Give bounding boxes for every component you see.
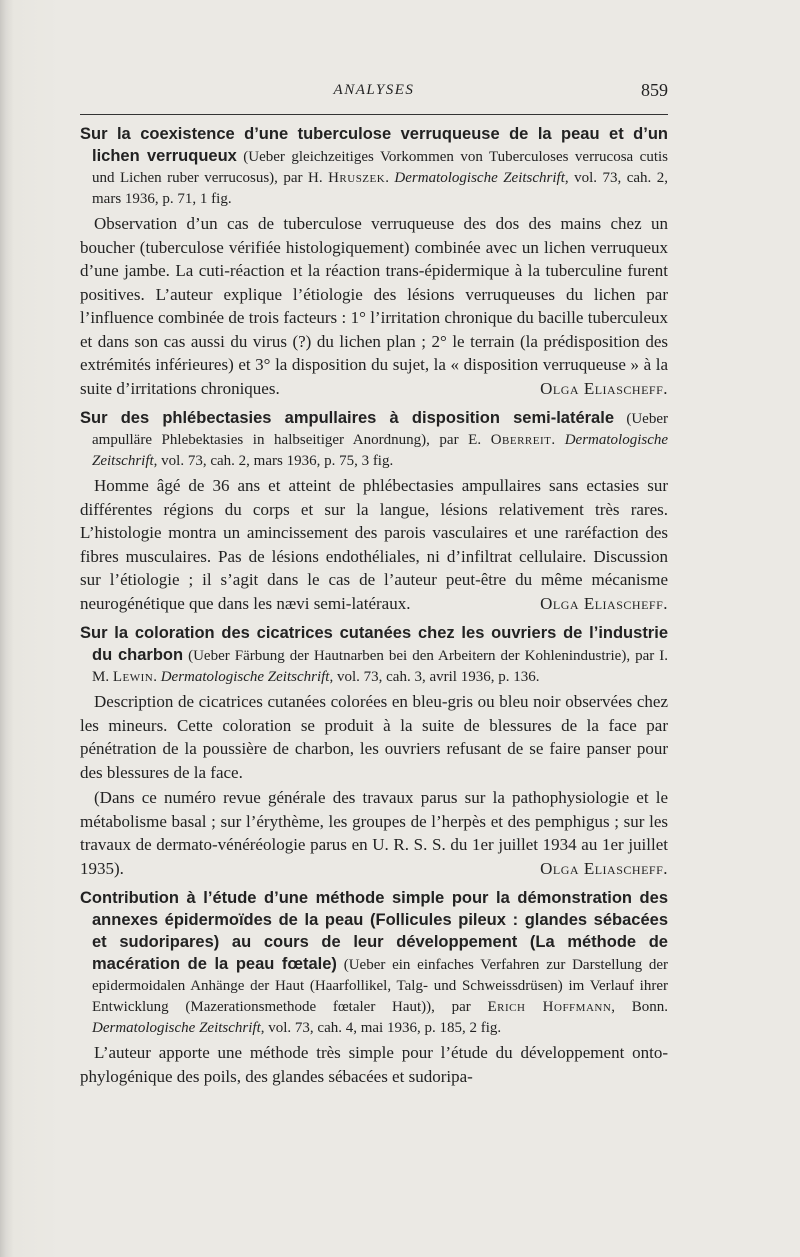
abstract-entry	[80, 888, 668, 1088]
paragraph-text: Homme âgé de 36 ans et atteint de phlébectasies ampullaires sans ectasies sur différentes régions du corps et sur la langue, lésions relativement très rares. L’histologie montra un amincissement des parois vasculaires et une raréfaction des fibres musculaires. Pas de lésions endothéliales, ni d’infiltrat cellulaire. Discussion sur l’étiologie ; il s’agit dans le cas de l’auteur peut-être du même mécanisme neurogénétique que dans les nævi semi-latéraux.	[80, 476, 668, 613]
signature: Olga Eliascheff.	[540, 378, 668, 398]
reference-text: (Ueber gleichzeitiges Vorkommen von Tuberculoses verrucosa cutis und Lichen ruber verrucosus), par H.	[92, 149, 668, 186]
page-number: 859	[641, 80, 668, 100]
abstract-paragraph	[80, 690, 668, 784]
journal-name: Dermatologische Zeitschrift	[160, 669, 330, 685]
header-rule	[80, 114, 668, 115]
abstract-paragraph	[80, 212, 668, 400]
journal-name: Dermatologische Zeitschrift	[92, 1020, 261, 1036]
abstract-entry	[80, 124, 668, 400]
reference-text: .	[551, 432, 556, 448]
running-head: ANALYSES	[333, 82, 415, 98]
entry-title: Sur la coexistence d’une tuberculose verruqueuse de la peau et d’un lichen verruqueux	[80, 125, 668, 165]
paragraph-text: L’auteur apporte une méthode très simple pour l’étude du développement onto-phylogénique des poils, des glandes sébacées et sudoripa-	[80, 1043, 668, 1086]
entry-reference	[80, 408, 668, 472]
entry-reference	[80, 124, 668, 210]
page-header	[80, 80, 668, 108]
paragraph-text: Observation d’un cas de tuberculose verruqueuse des dos des mains chez un boucher (tuberculose vérifiée histologiquement) combinée avec un lichen verruqueux d’une jambe. La cuti-réaction et la réaction trans-épidermique à la tuberculine furent positives. L’auteur explique l’étiologie des lésions verruqueuses du lichen par l’influence combinée de trois facteurs : 1° l’irritation chronique du bacille tuberculeux et dans son cas aussi du virus (?) du lichen plan ; 2° le terrain (la prédisposition des extrémités inférieures) et 3° la disposition du sujet, la « disposition verruqueuse » à la suite d’irritations chroniques.	[80, 214, 668, 398]
entry-title: Sur la coloration des cicatrices cutanées chez les ouvriers de l’industrie du charbon	[80, 624, 668, 664]
abstract-entry	[80, 623, 668, 880]
article-column	[80, 124, 668, 1096]
abstract-entry	[80, 408, 668, 615]
reference-author: Lewin	[112, 669, 154, 685]
journal-name: Dermatologische Zeitschrift	[394, 170, 565, 186]
entry-title: Contribution à l’étude d’une méthode simple pour la démonstration des annexes épidermoïdes de la peau (Follicules pileux : glandes sébacées et sudoripares) au cours de leur développement (La méthode de macération de la peau fœtale)	[80, 889, 668, 973]
entry-reference	[80, 888, 668, 1039]
reference-text: (Ueber Färbung der Hautnarben bei den Arbeitern der Kohlenindustrie), par I. M.	[92, 648, 668, 685]
reference-details: , vol. 73, cah. 2, mars 1936, p. 75, 3 fig.	[153, 453, 394, 469]
entry-reference	[80, 623, 668, 688]
entry-title: Sur des phlébectasies ampullaires à disposition semi-latérale	[80, 409, 614, 427]
reference-text: .	[385, 170, 389, 186]
paragraph-text: Description de cicatrices cutanées colorées en bleu-gris ou bleu noir observées chez les mineurs. Cette coloration se produit à la suite de blessures de la face par pénétration de la poussière de charbon, les ouvriers refusant de se faire panser pour des blessures de la face.	[80, 692, 668, 782]
paragraph-text: (Dans ce numéro revue générale des travaux parus sur la pathophysiologie et le métabolisme basal ; sur l’érythème, les groupes de l’herpès et des pemphigus ; sur les travaux de dermato-vénéréologie parus en U. R. S. S. du 1er juillet 1934 au 1er juillet 1935).	[80, 788, 668, 878]
reference-details: , vol. 73, cah. 3, avril 1936, p. 136.	[329, 669, 540, 685]
reference-author: Oberreit	[490, 432, 552, 448]
reference-text: (Ueber ampulläre Phlebektasies in halbseitiger Anordnung), par E.	[92, 411, 668, 448]
reference-text: (Ueber ein einfaches Verfahren zur Darstellung der epidermoidalen Anhänge der Haut (Haarfollikel, Talg- und Schweissdrüsen) im Verlauf ihrer Entwicklung (Mazerationsmethode fœtaler Haut)), par	[92, 957, 668, 1015]
reference-details: , vol. 73, cah. 2, mars 1936, p. 71, 1 fig.	[92, 170, 668, 207]
journal-name: Dermatologische Zeitschrift	[92, 432, 669, 469]
reference-text: .	[153, 669, 157, 685]
abstract-paragraph	[80, 786, 668, 880]
reference-details: , vol. 73, cah. 4, mai 1936, p. 185, 2 fig.	[260, 1020, 502, 1036]
abstract-paragraph	[80, 474, 668, 615]
reference-text: , Bonn.	[611, 999, 669, 1015]
abstract-paragraph	[80, 1041, 668, 1088]
signature: Olga Eliascheff.	[540, 858, 668, 878]
reference-author: Hruszek	[328, 170, 386, 186]
reference-author: Erich Hoffmann	[487, 999, 612, 1015]
signature: Olga Eliascheff.	[540, 593, 668, 613]
